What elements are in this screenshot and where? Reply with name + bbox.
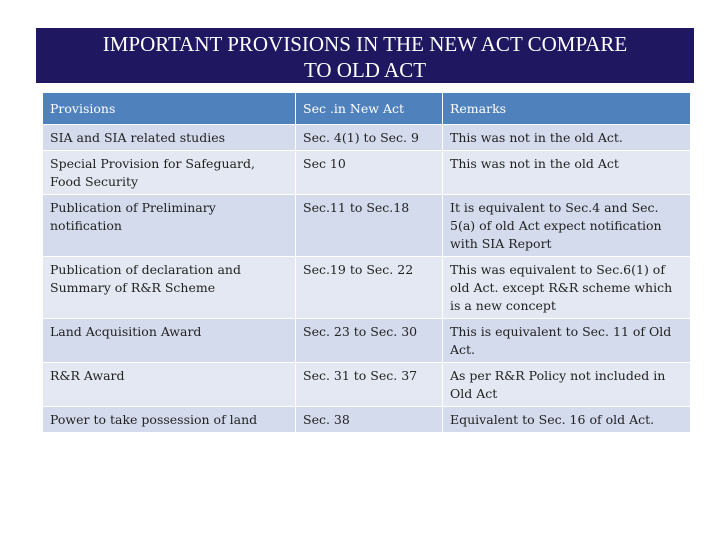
section-cell: Sec 10 (296, 151, 443, 195)
provisions-table (42, 92, 691, 433)
table-row (43, 363, 691, 407)
table-row (43, 257, 691, 319)
remarks-cell: This was not in the old Act (443, 151, 691, 195)
section-cell: Sec.11 to Sec.18 (296, 195, 443, 257)
table-header-row (43, 93, 691, 125)
remarks-cell: As per R&R Policy not included in Old Act (443, 363, 691, 407)
remarks-cell: This was not in the old Act. (443, 125, 691, 151)
provision-cell: Publication of declaration and Summary of R&R Scheme (43, 257, 296, 319)
remarks-cell: Equivalent to Sec. 16 of old Act. (443, 407, 691, 433)
slide-title (36, 28, 694, 83)
section-cell: Sec. 38 (296, 407, 443, 433)
remarks-cell: This was equivalent to Sec.6(1) of old Act. except R&R scheme which is a new concept (443, 257, 691, 319)
provision-cell: Publication of Preliminary notification (43, 195, 296, 257)
provision-cell: Special Provision for Safeguard, Food Security (43, 151, 296, 195)
table-row (43, 407, 691, 433)
table-row (43, 151, 691, 195)
section-cell: Sec. 4(1) to Sec. 9 (296, 125, 443, 151)
header-section: Sec .in New Act (296, 93, 443, 125)
section-cell: Sec. 23 to Sec. 30 (296, 319, 443, 363)
table-row (43, 195, 691, 257)
remarks-cell: This is equivalent to Sec. 11 of Old Act. (443, 319, 691, 363)
slide-title-line-1: IMPORTANT PROVISIONS IN THE NEW ACT COMPARE (102, 32, 628, 56)
header-provisions: Provisions (43, 93, 296, 125)
remarks-cell: It is equivalent to Sec.4 and Sec. 5(a) of old Act expect notification with SIA Report (443, 195, 691, 257)
table-row (43, 125, 691, 151)
provision-cell: Power to take possession of land (43, 407, 296, 433)
table-row (43, 319, 691, 363)
header-remarks: Remarks (443, 93, 691, 125)
section-cell: Sec.19 to Sec. 22 (296, 257, 443, 319)
provision-cell: Land Acquisition Award (43, 319, 296, 363)
slide-title-line-2: TO OLD ACT (303, 58, 427, 82)
provision-cell: SIA and SIA related studies (43, 125, 296, 151)
section-cell: Sec. 31 to Sec. 37 (296, 363, 443, 407)
provision-cell: R&R Award (43, 363, 296, 407)
